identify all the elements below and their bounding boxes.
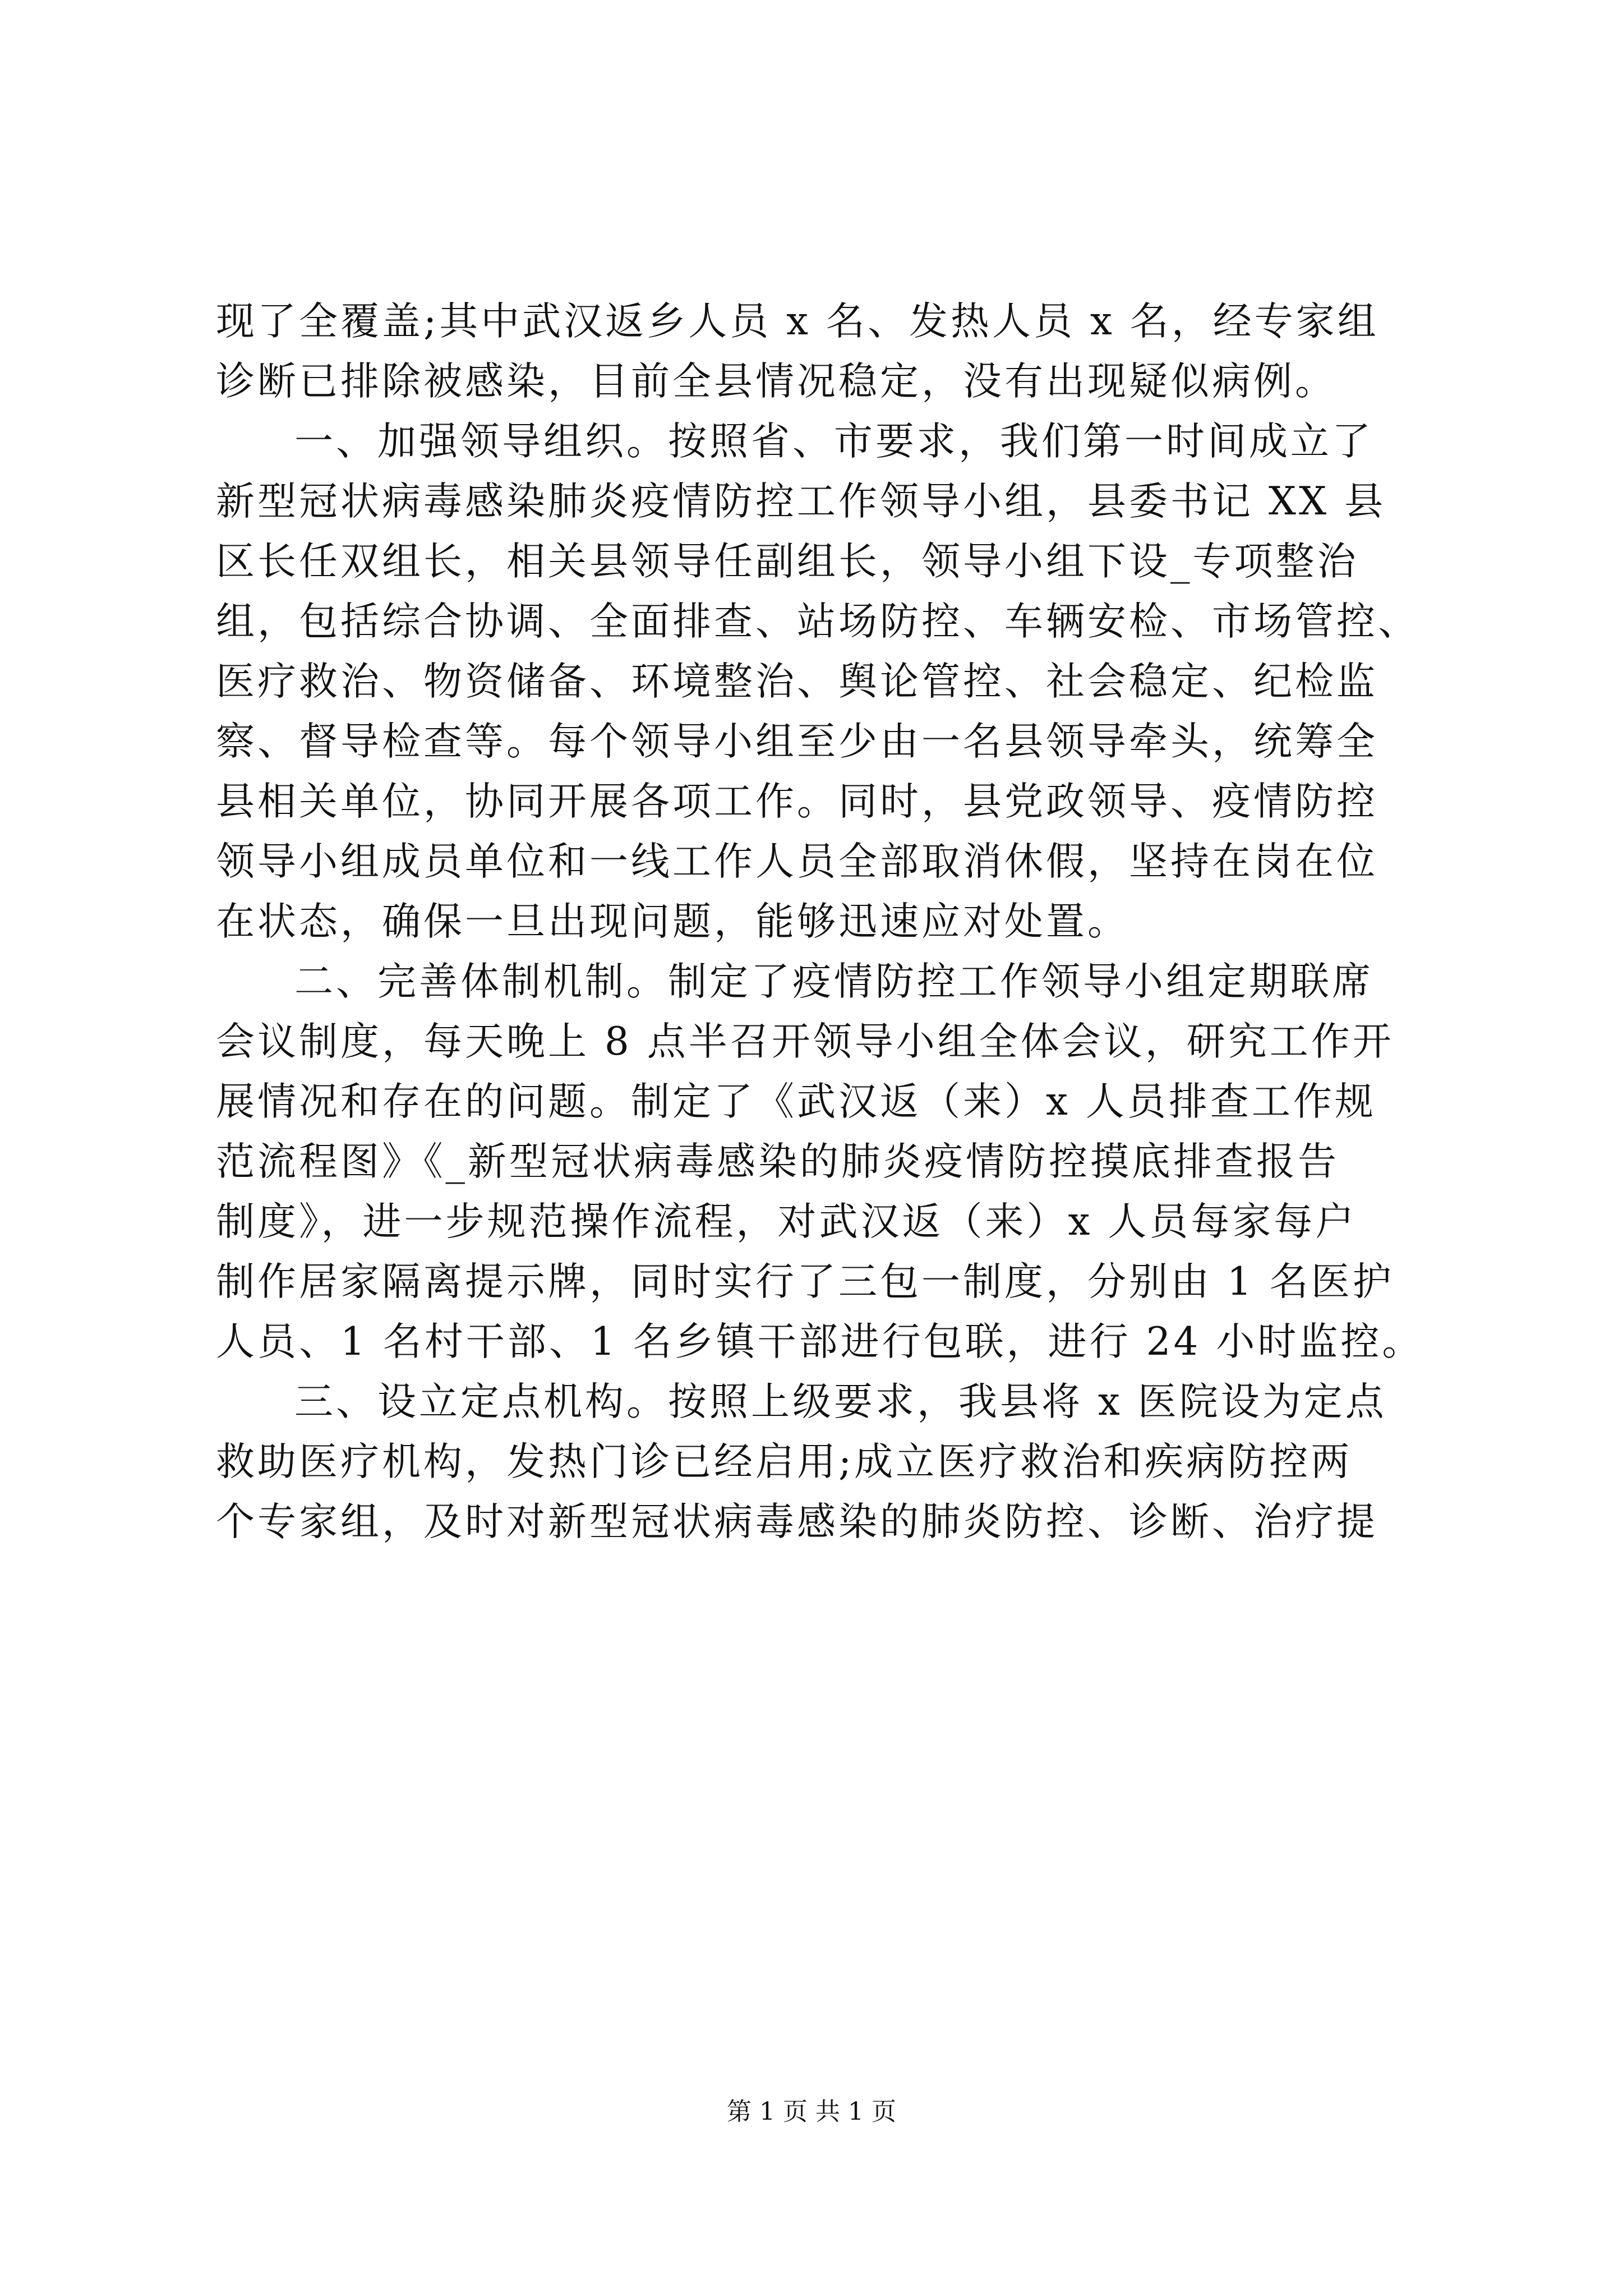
text-line: 救助医疗机构，发热门诊已经启用;成立医疗救治和疾病防控两 — [216, 1439, 1353, 1484]
paragraph-start-line: 三、设立定点机构。按照上级要求，我县将 x 医院设为定点 — [294, 1379, 1387, 1424]
paragraph-start-line: 二、完善体制机制。制定了疫情防控工作领导小组定期联席 — [294, 959, 1373, 1004]
text-line: 诊断已排除被感染，目前全县情况稳定，没有出现疑似病例。 — [216, 359, 1336, 404]
text-line: 个专家组，及时对新型冠状病毒感染的肺炎防控、诊断、治疗提 — [216, 1499, 1378, 1544]
text-line: 人员、1 名村干部、1 名乡镇干部进行包联，进行 24 小时监控。 — [216, 1319, 1424, 1364]
text-line: 新型冠状病毒感染肺炎疫情防控工作领导小组，县委书记 XX 县 — [216, 479, 1386, 524]
text-line: 区长任双组长，相关县领导任副组长，领导小组下设_专项整治 — [216, 539, 1359, 584]
text-line: 组，包括综合协调、全面排查、站场防控、车辆安检、市场管控、 — [216, 599, 1419, 644]
text-line: 县相关单位，协同开展各项工作。同时，县党政领导、疫情防控 — [216, 779, 1378, 824]
document-body — [216, 292, 1433, 1552]
text-line: 领导小组成员单位和一线工作人员全部取消休假，坚持在岗在位 — [216, 839, 1378, 884]
text-line: 现了全覆盖;其中武汉返乡人员 x 名、发热人员 x 名，经专家组 — [216, 299, 1379, 344]
text-line: 察、督导检查等。每个领导小组至少由一名县领导牵头，统筹全 — [216, 719, 1378, 764]
page-footer: 第 1 页 共 1 页 — [727, 2097, 896, 2126]
text-line: 会议制度，每天晚上 8 点半召开领导小组全体会议，研究工作开 — [216, 1019, 1394, 1064]
text-line: 制度》，进一步规范操作流程，对武汉返（来）x 人员每家每户 — [216, 1199, 1357, 1244]
text-line: 制作居家隔离提示牌，同时实行了三包一制度，分别由 1 名医护 — [216, 1259, 1394, 1304]
text-line: 范流程图》《_新型冠状病毒感染的肺炎疫情防控摸底排查报告 — [216, 1139, 1339, 1184]
text-line: 医疗救治、物资储备、环境整治、舆论管控、社会稳定、纪检监 — [216, 659, 1378, 704]
text-line: 在状态，确保一旦出现问题，能够迅速应对处置。 — [216, 899, 1129, 944]
paragraph-start-line: 一、加强领导组织。按照省、市要求，我们第一时间成立了 — [294, 419, 1373, 464]
text-line: 展情况和存在的问题。制定了《武汉返（来）x 人员排查工作规 — [216, 1079, 1376, 1124]
